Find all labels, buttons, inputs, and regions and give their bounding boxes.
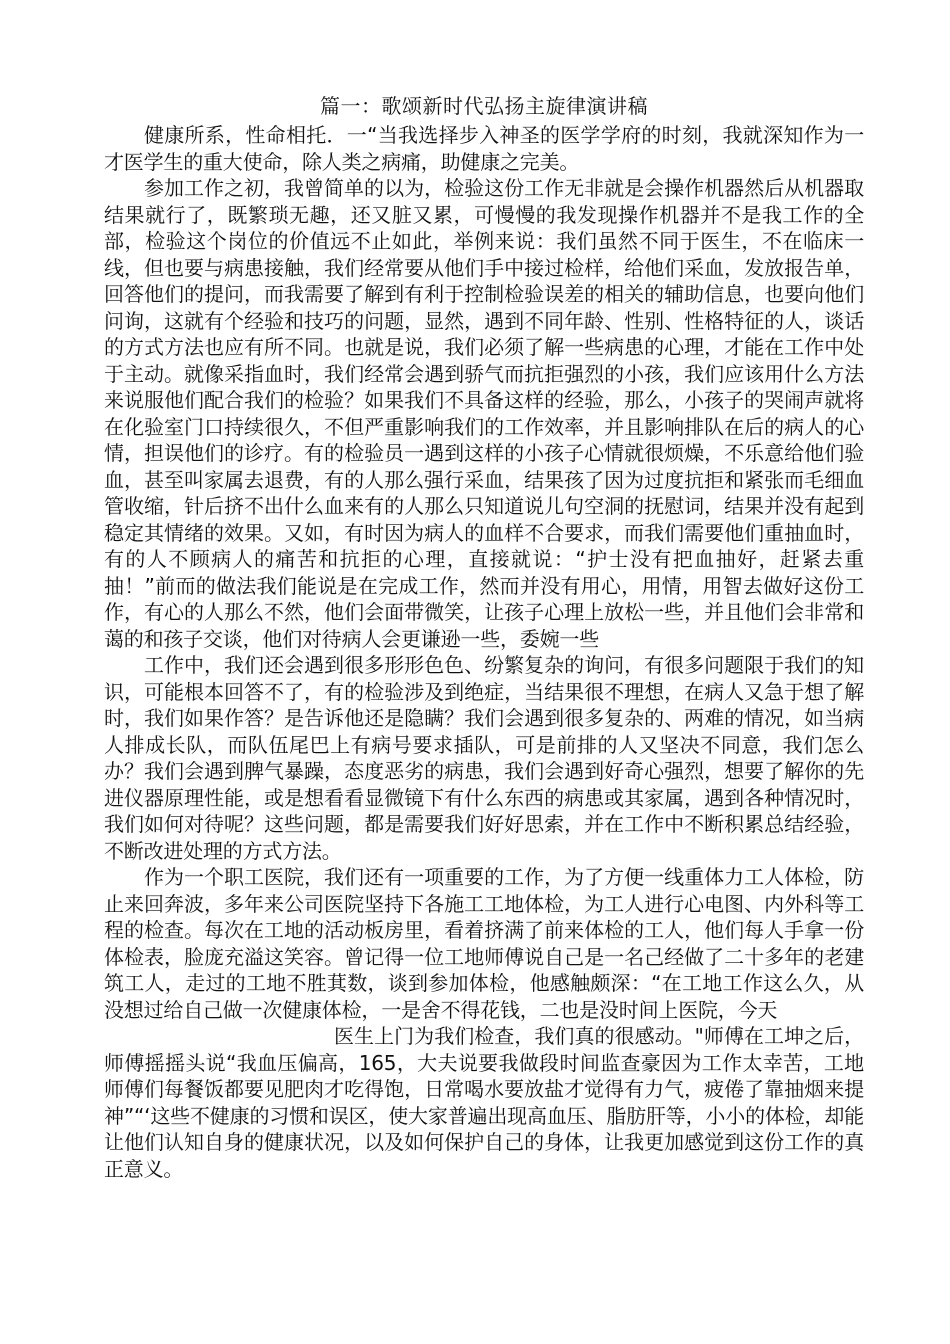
paragraph-1: 健康所系，性命相托．一“当我选择步入神圣的医学学府的时刻，我就深知作为一才医学生的重大使命，除人类之病痛，助健康之完美。 xyxy=(104,123,864,174)
paragraph-4: 作为一个职工医院，我们还有一项重要的工作，为了方便一线重体力工人体检，防止来回奔波，多年来公司医院坚持下各施工工地体检，为工人进行心电图、内外科等工程的检查。每次在工地的活动板房里，看着挤满了前来体检的工人，他们每人手拿一份体检表，脸庞充溢这笑容。曾记得一位工地师傅说自己是一名己经做了二十多年的老建筑工人，走过的工地不胜萁数，谈到参加体检，他感触颇深：“在工地工作这么久，从没想过给自己做一次健康体检，一是舍不得花钱，二也是没时间上医院，今天 xyxy=(104,865,864,1022)
paragraph-2: 参加工作之初，我曾简单的以为，检验这份工作无非就是会操作机器然后从机器取结果就行了，既繁琐无趣，还又脏又累，可慢慢的我发现操作机器并不是我工作的全部，检验这个岗位的价值远不止如此，举例来说：我们虽然不同于医生，不在临床一线，但也要与病患接触，我们经常要从他们手中接过检样，给他们采血，发放报告单，回答他们的提问，而我需要了解到有利于控制检验误差的相关的辅助信息，也要向他们问询，这就有个经验和技巧的问题，显然，遇到不同年龄、性别、性格特征的人，谈话的方式方法也应有所不同。也就是说，我们必须了解一些病患的心理，才能在工作中处于主动。就像采指血时，我们经常会遇到骄气而抗拒强烈的小孩，我们应该用什么方法来说服他们配合我们的检验？如果我们不具备这样的经验，那么，小孩子的哭闹声就将在化验室门口持续很久，不但严重影响我们的工作效率，并且影响排队在后的病人的心情，担误他们的诊疗。有的检验员一遇到这样的小孩子心情就很烦燥，不乐意给他们验血，甚至叫家属去退费，有的人那么强行采血，结果孩了因为过度抗拒和紧张而毛细血管收缩，针后挤不出什么血来有的人那么只知道说儿句空洞的抚慰词，结果并没有起到稳定其情绪的效果。又如，有时因为病人的血样不合要求，而我们需要他们重抽血时，有的人不顾病人的痛苦和抗拒的心理，直接就说：“护士没有把血抽好，赶紧去重抽！”前而的做法我们能说是在完成工作，然而并没有用心，用情，用智去做好这份工作，有心的人那么不然，他们会面带微笑，让孩子心理上放松一些，并且他们会非常和蔼的和孩子交谈，他们对待病人会更谦逊一些，委婉一些 xyxy=(104,176,864,651)
paragraph-3: 工作中，我们还会遇到很多形形色色、纷繁复杂的询问，有很多问题限于我们的知识，可能根本回答不了，有的检验涉及到绝症，当结果很不理想，在病人又急于想了解时，我们如果作答？是告诉他还是隐瞒？我们会遇到很多复杂的、两难的情况，如当病人排成长队，而队伍尾巴上有病号要求插队，可是前排的人又坚决不同意，我们怎么办？我们会遇到脾气暴躁，态度恶劣的病患，我们会遇到好奇心强烈，想要了解你的先进仪器原理性能，或是想看看显微镜下有什么东西的病患或其家属，遇到各种情况时，我们如何对待呢？这些问题，都是需要我们好好思索，并在工作中不断积累总结经验，不断改进处理的方式方法。 xyxy=(104,653,864,863)
document-body xyxy=(104,92,864,1182)
document-title: 篇一：歌颂新时代弘扬主旋律演讲稿 xyxy=(320,94,648,118)
paragraph-5: 医生上门为我们检查，我们真的很感动。"师傅在工坤之后，师傅摇摇头说“我血压偏高，165，大夫说要我做段时间监查豪因为工作太幸苦，工地师傅们每餐饭都要见肥肉才吃得饱，日常喝水要放盐才觉得有力气，疲倦了靠抽烟来提神”“‘这些不健康的习惯和误区，使大家普遍出现高血压、脂肪肝等，小小的体检，却能让他们认知自身的健康状况，以及如何保护自己的身体，让我更加感觉到这份工作的真正意义。 xyxy=(104,1024,864,1181)
